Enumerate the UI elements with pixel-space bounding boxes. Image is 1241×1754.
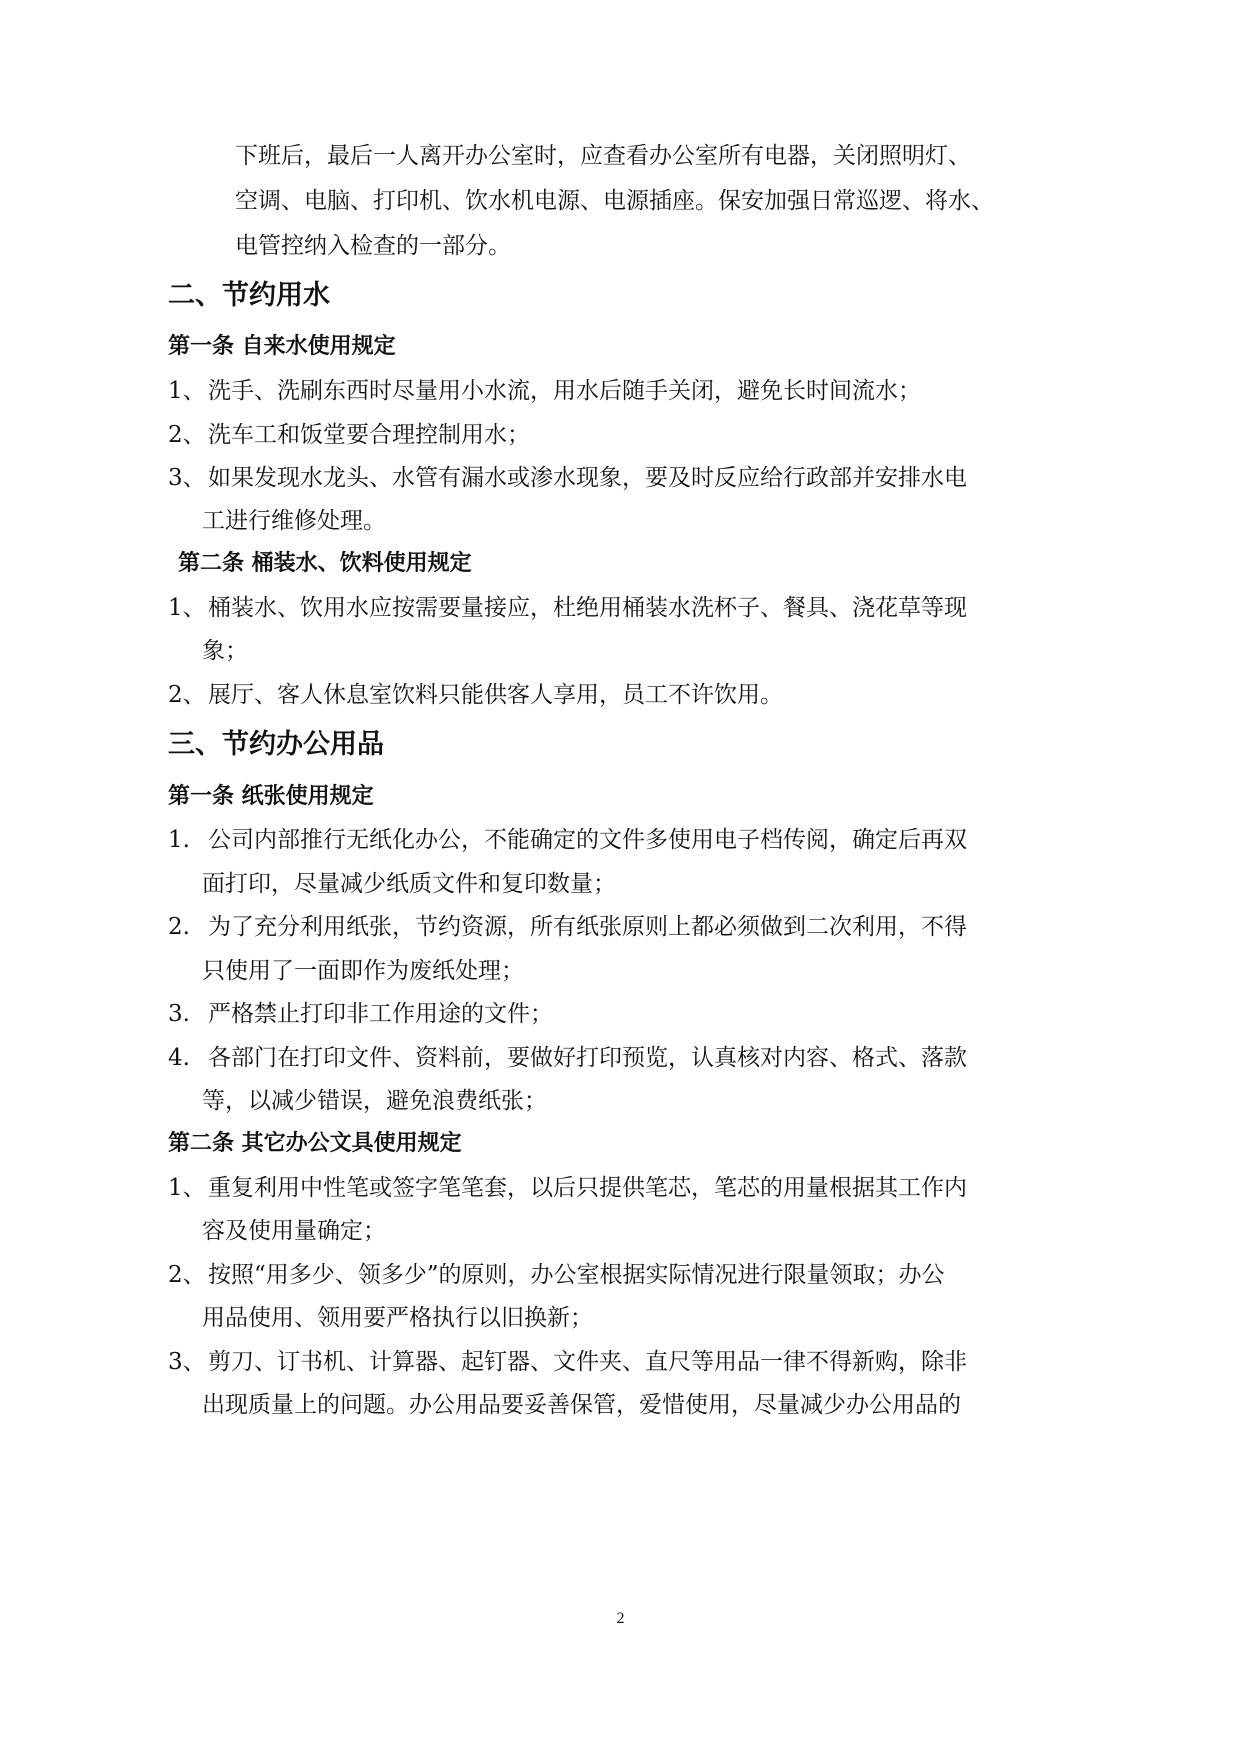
item-number: 1、 xyxy=(168,378,206,404)
item-text: 剪刀、订书机、计算器、起钉器、文件夹、直尺等用品一律不得新购，除非 xyxy=(208,1349,967,1375)
list-item xyxy=(168,999,553,1029)
item-number: 4. xyxy=(168,1045,190,1071)
article-heading-bottled-water: 第二条 桶装水、饮料使用规定 xyxy=(178,551,472,576)
item-text: 各部门在打印文件、资料前，要做好打印预览，认真核对内容、格式、落款 xyxy=(208,1045,967,1071)
item-number: 3、 xyxy=(168,1349,206,1375)
list-item xyxy=(168,463,967,493)
item-text-continued: 象； xyxy=(202,638,248,664)
item-text-continued: 工进行维修处理。 xyxy=(202,508,386,534)
item-text-continued: 等，以减少错误，避免浪费纸张； xyxy=(202,1088,547,1114)
item-text: 洗手、洗刷东西时尽量用小水流，用水后随手关闭，避免长时间流水； xyxy=(208,378,921,404)
item-number: 1、 xyxy=(168,595,206,621)
article-heading-stationery: 第二条 其它办公文具使用规定 xyxy=(168,1131,462,1156)
list-item xyxy=(168,680,783,710)
item-text-continued: 容及使用量确定； xyxy=(202,1218,386,1244)
list-item xyxy=(168,376,921,406)
item-text: 为了充分利用纸张，节约资源，所有纸张原则上都必须做到二次利用，不得 xyxy=(208,914,967,940)
list-item xyxy=(168,825,967,855)
item-number: 1、 xyxy=(168,1175,206,1201)
list-item xyxy=(168,1347,967,1377)
list-item xyxy=(168,593,967,623)
list-item xyxy=(168,420,530,450)
list-item xyxy=(168,912,967,942)
article-heading-paper: 第一条 纸张使用规定 xyxy=(168,784,374,809)
list-item xyxy=(168,1260,945,1290)
page-number: 2 xyxy=(616,1610,625,1627)
item-number: 3. xyxy=(168,1001,190,1027)
intro-line-3: 电管控纳入检查的一部分。 xyxy=(235,233,511,259)
item-number: 2、 xyxy=(168,1262,206,1288)
item-number: 1. xyxy=(168,827,190,853)
item-text: 按照“用多少、领多少”的原则，办公室根据实际情况进行限量领取；办公 xyxy=(208,1262,945,1288)
item-number: 2. xyxy=(168,914,190,940)
item-text: 重复利用中性笔或签字笔笔套，以后只提供笔芯，笔芯的用量根据其工作内 xyxy=(208,1175,967,1201)
item-number: 2、 xyxy=(168,422,206,448)
section-heading-office-supplies: 三、节约办公用品 xyxy=(168,729,384,760)
item-text-continued: 出现质量上的问题。办公用品要妥善保管，爱惜使用，尽量减少办公用品的 xyxy=(202,1392,961,1418)
intro-line-2: 空调、电脑、打印机、饮水机电源、电源插座。保安加强日常巡逻、将水、 xyxy=(235,188,994,214)
article-heading-tapwater: 第一条 自来水使用规定 xyxy=(168,334,396,359)
item-text-continued: 面打印，尽量减少纸质文件和复印数量； xyxy=(202,871,616,897)
item-text: 桶装水、饮用水应按需要量接应，杜绝用桶装水洗杯子、餐具、浇花草等现 xyxy=(208,595,967,621)
item-text: 公司内部推行无纸化办公，不能确定的文件多使用电子档传阅，确定后再双 xyxy=(208,827,967,853)
intro-line-1: 下班后，最后一人离开办公室时，应查看办公室所有电器，关闭照明灯、 xyxy=(235,143,971,169)
item-text-continued: 用品使用、领用要严格执行以旧换新； xyxy=(202,1305,593,1331)
list-item xyxy=(168,1043,967,1073)
item-number: 2、 xyxy=(168,682,206,708)
item-text-continued: 只使用了一面即作为废纸处理； xyxy=(202,958,524,984)
list-item xyxy=(168,1173,967,1203)
section-heading-water: 二、节约用水 xyxy=(168,280,330,311)
item-text: 严格禁止打印非工作用途的文件； xyxy=(208,1001,553,1027)
item-number: 3、 xyxy=(168,465,206,491)
item-text: 展厅、客人休息室饮料只能供客人享用，员工不许饮用。 xyxy=(208,682,783,708)
item-text: 如果发现水龙头、水管有漏水或渗水现象，要及时反应给行政部并安排水电 xyxy=(208,465,967,491)
item-text: 洗车工和饭堂要合理控制用水； xyxy=(208,422,530,448)
